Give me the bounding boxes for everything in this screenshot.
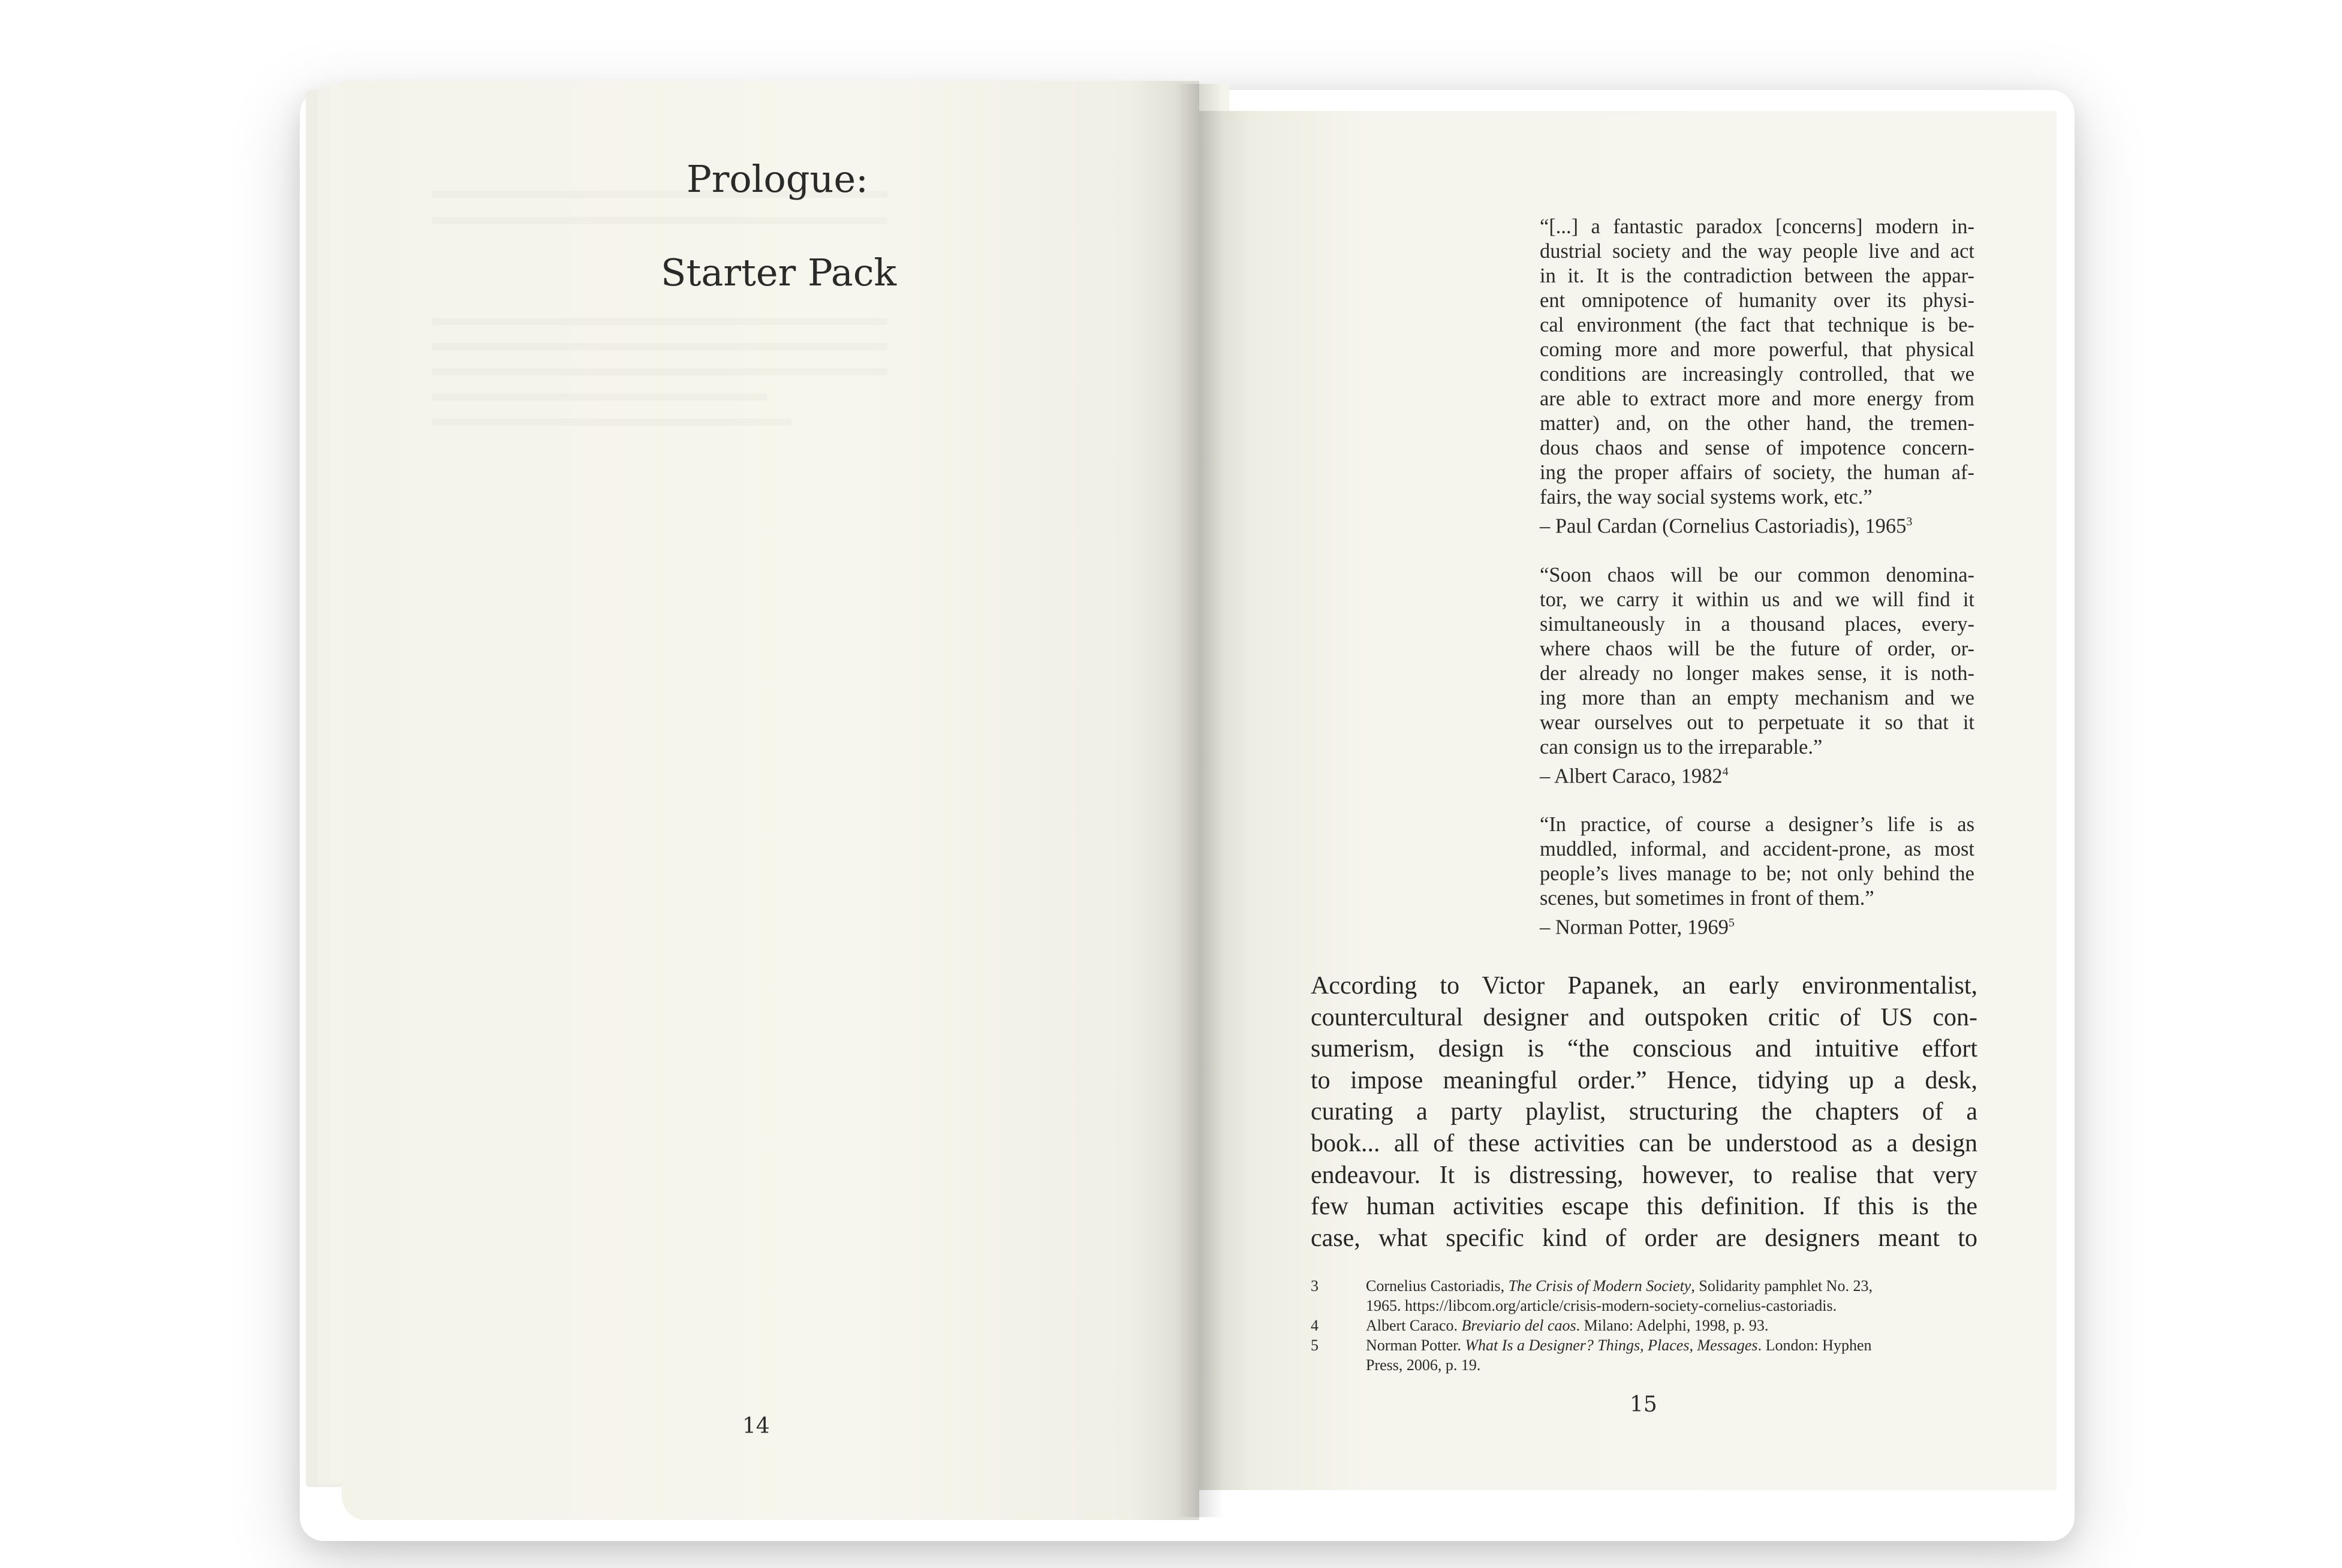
footnote-line xyxy=(1366,1316,1988,1335)
show-through-text xyxy=(432,419,791,426)
quote-line: dous chaos and sense of impotence concern- xyxy=(1540,437,1974,459)
show-through-text xyxy=(432,368,887,375)
quote-line: der already no longer makes sense, it is noth- xyxy=(1540,661,1974,685)
quote-line: ent omnipotence of humanity over its physi- xyxy=(1540,289,1974,312)
footnote-title: What Is a Designer? Things, Places, Messages xyxy=(1465,1337,1758,1354)
attribution-text: – Paul Cardan (Cornelius Castoriadis), 1965 xyxy=(1540,514,1907,538)
body-line: countercultural designer and outspoken critic of US con- xyxy=(1311,1003,1977,1031)
attribution-text: – Norman Potter, 1969 xyxy=(1540,916,1729,939)
footnote-title: The Crisis of Modern Society xyxy=(1508,1277,1691,1295)
show-through-text xyxy=(432,217,887,224)
body-line: sumerism, design is “the conscious and intuitive effort xyxy=(1311,1035,1977,1063)
quote-line: fairs, the way social systems work, etc.” xyxy=(1540,486,1873,508)
footnote-item xyxy=(1311,1276,1988,1316)
body-line: book... all of these activities can be understood as a design xyxy=(1311,1129,1977,1157)
footnote-text: . London: Hyphen xyxy=(1757,1337,1872,1354)
body-line: endeavour. It is distressing, however, to realise that very xyxy=(1311,1161,1977,1189)
quote-line: can consign us to the irreparable.” xyxy=(1540,735,1823,759)
page-number-right: 15 xyxy=(1630,1392,1657,1417)
book-gutter xyxy=(1175,84,1223,1517)
quote-line: people’s lives manage to be; not only behind the xyxy=(1540,862,1974,885)
quote-attribution xyxy=(1540,911,1974,940)
footnote-line xyxy=(1366,1335,1988,1355)
chapter-title-line-2: Starter Pack xyxy=(661,251,897,294)
footnotes xyxy=(1311,1276,1988,1375)
body-line: case, what specific kind of order are designers meant to xyxy=(1311,1224,1977,1252)
quote-line: coming more and more powerful, that physical xyxy=(1540,338,1974,361)
footnote-text: . Milano: Adelphi, 1998, p. 93. xyxy=(1576,1317,1769,1334)
quote-attribution xyxy=(1540,760,1974,789)
footnote-title: Breviario del caos xyxy=(1461,1317,1576,1334)
body-line: few human activities escape this definition. If this is the xyxy=(1311,1193,1977,1221)
attribution-text: – Albert Caraco, 1982 xyxy=(1540,765,1723,787)
body-line: According to Victor Papanek, an early environmentalist, xyxy=(1311,972,1977,1000)
footnote-text: Cornelius Castoriadis, xyxy=(1366,1277,1509,1295)
footnote-number: 4 xyxy=(1311,1317,1318,1334)
epigraph-quotes xyxy=(1540,215,1974,964)
body-line: curating a party playlist, structuring the chapters of a xyxy=(1311,1098,1977,1126)
body-paragraph xyxy=(1311,970,1977,1254)
quote-line: matter) and, on the other hand, the tremen- xyxy=(1540,412,1974,435)
quote-line: dustrial society and the way people live and act xyxy=(1540,240,1974,263)
footnote-line: Press, 2006, p. 19. xyxy=(1366,1356,1481,1374)
quote-line: tor, we carry it within us and we will find it xyxy=(1540,588,1974,611)
body-line: to impose meaningful order.” Hence, tidying up a desk, xyxy=(1311,1066,1977,1094)
quote-line: wear ourselves out to perpetuate it so that it xyxy=(1540,711,1974,734)
quote-line: “Soon chaos will be our common denomina- xyxy=(1540,563,1974,586)
quote-line: scenes, but sometimes in front of them.” xyxy=(1540,887,1874,910)
quote-line: cal environment (the fact that technique is be- xyxy=(1540,314,1974,336)
quote-line: simultaneously in a thousand places, every- xyxy=(1540,612,1974,636)
quote-line: where chaos will be the future of order, or- xyxy=(1540,637,1974,660)
footnote-line xyxy=(1366,1276,1988,1296)
show-through-text xyxy=(432,318,887,325)
footnote-marker: 3 xyxy=(1906,515,1913,528)
quote-attribution xyxy=(1540,510,1974,539)
epigraph-quote xyxy=(1540,215,1974,539)
show-through-text xyxy=(432,393,767,401)
quote-line: “In practice, of course a designer’s life is as xyxy=(1540,813,1974,836)
quote-line: ing the proper affairs of society, the human af- xyxy=(1540,461,1974,484)
show-through-text xyxy=(432,343,887,350)
footnote-number: 3 xyxy=(1311,1277,1318,1295)
chapter-title-line-1: Prologue: xyxy=(687,157,869,201)
footnote-text: , Solidarity pamphlet No. 23, xyxy=(1691,1277,1873,1295)
footnote-line: 1965. https://libcom.org/article/crisis-modern-society-cornelius-castoriadis. xyxy=(1366,1297,1837,1314)
quote-line: are able to extract more and more energy from xyxy=(1540,387,1974,410)
footnote-text: Albert Caraco. xyxy=(1366,1317,1462,1334)
epigraph-quote xyxy=(1540,563,1974,789)
footnote-text: Norman Potter. xyxy=(1366,1337,1465,1354)
quote-line: in it. It is the contradiction between the appar- xyxy=(1540,264,1974,287)
footnote-marker: 4 xyxy=(1722,765,1729,778)
left-page xyxy=(342,81,1199,1520)
page-number-left: 14 xyxy=(742,1414,770,1438)
quote-line: muddled, informal, and accident-prone, as most xyxy=(1540,838,1974,860)
footnote-item xyxy=(1311,1335,1988,1375)
footnote-number: 5 xyxy=(1311,1337,1318,1354)
footnote-marker: 5 xyxy=(1728,916,1735,929)
quote-line: “[...] a fantastic paradox [concerns] modern in- xyxy=(1540,215,1974,238)
footnote-item xyxy=(1311,1316,1988,1335)
quote-line: conditions are increasingly controlled, that we xyxy=(1540,363,1974,386)
quote-line: ing more than an empty mechanism and we xyxy=(1540,686,1974,709)
epigraph-quote xyxy=(1540,812,1974,940)
